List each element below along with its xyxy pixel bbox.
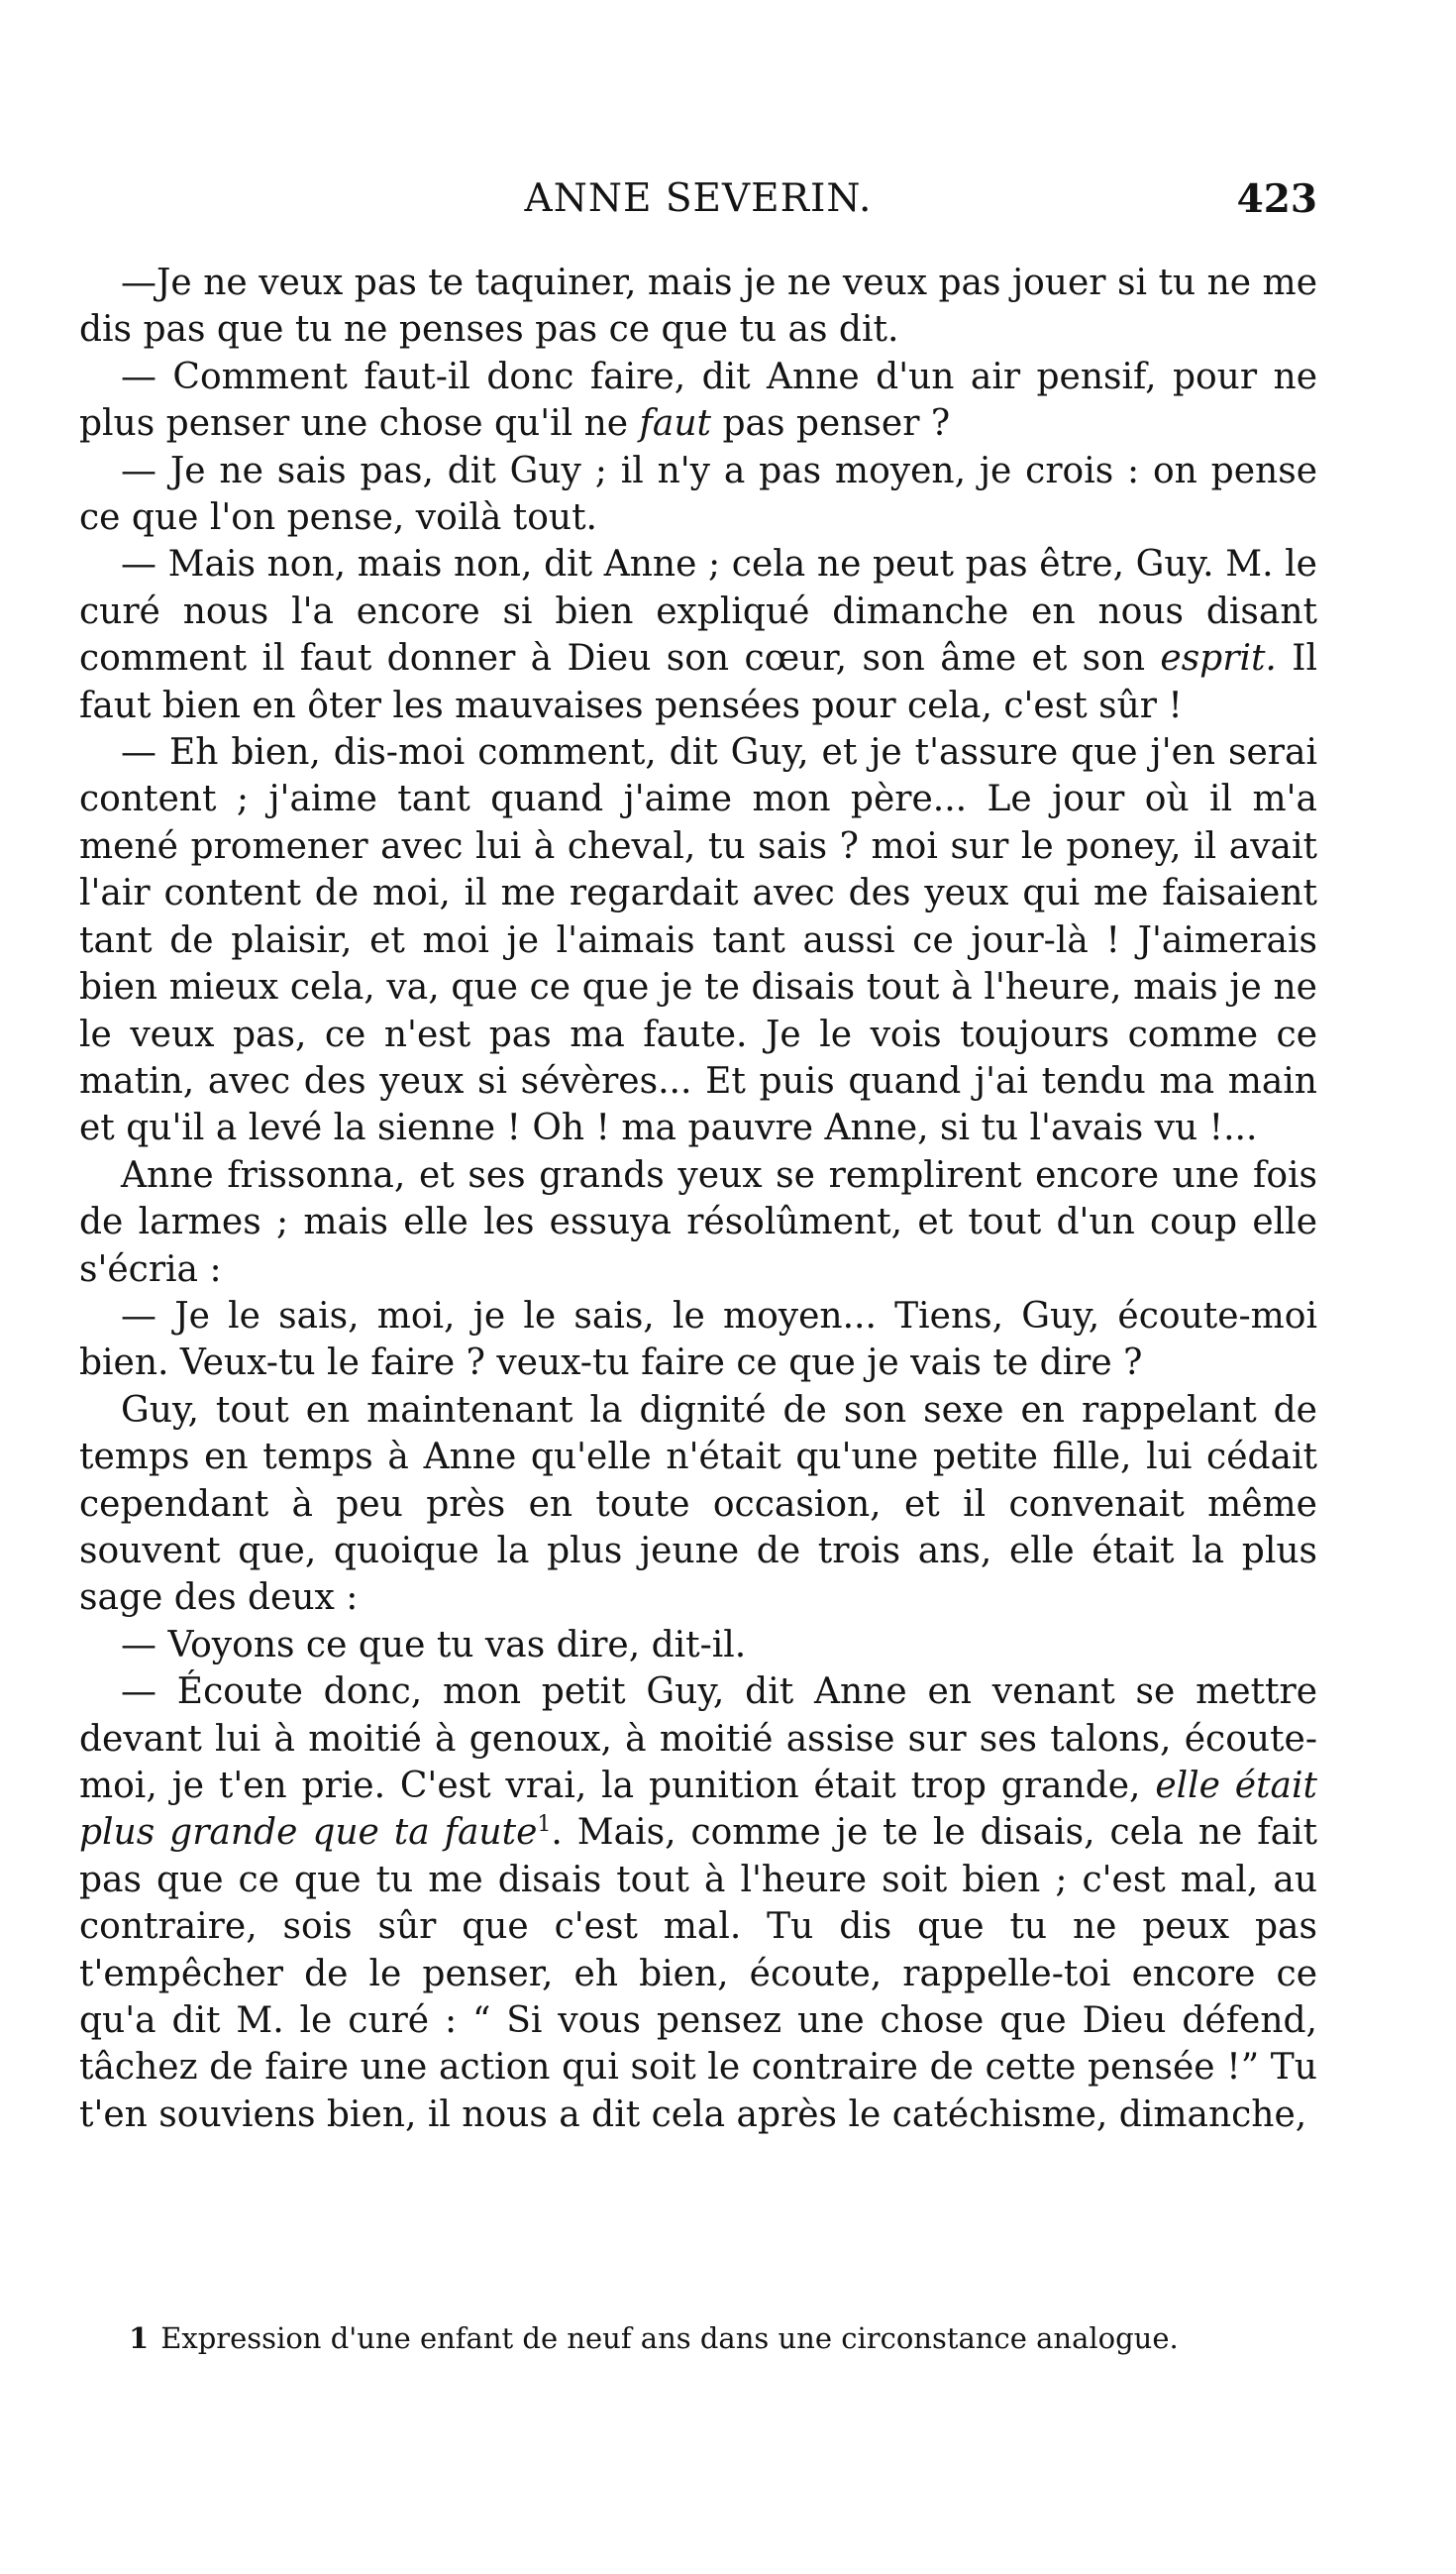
- footnote-marker: 1: [129, 2321, 150, 2355]
- italic-word: esprit.: [1160, 638, 1277, 680]
- footnote-text: Expression d'une enfant de neuf ans dans une circonstance analogue.: [160, 2321, 1179, 2355]
- running-title: ANNE SEVERIN.: [524, 176, 873, 221]
- paragraph: —Je ne veux pas te taquiner, mais je ne veux pas jouer si tu ne me dis pas que tu ne penses pas ce que tu as dit.: [79, 263, 1317, 351]
- paragraph: — Comment faut-il donc faire, dit Anne d'un air pensif, pour ne plus penser une chose qu'il ne faut pas penser ?: [79, 356, 1317, 445]
- body-text: [79, 260, 1317, 2138]
- paragraph: — Je ne sais pas, dit Guy ; il n'y a pas moyen, je crois : on pense ce que l'on pense, voilà tout.: [79, 450, 1317, 539]
- italic-phrase: elle était plus grande que ta faute: [79, 1766, 1317, 1854]
- paragraph: — Je le sais, moi, je le sais, le moyen... Tiens, Guy, écoute-moi bien. Veux-tu le faire ? veux-tu faire ce que je vais te dire ?: [79, 1295, 1317, 1384]
- paragraph: — Eh bien, dis-moi comment, dit Guy, et je t'assure que j'en serai content ; j'aime tant quand j'aime mon père... Le jour où il m'a mené promener avec lui à cheval, tu sais ? moi sur le poney, il avait l'air content de moi, il me regardait avec des yeux qui me faisaient tant de plaisir, et moi je l'aimais tant aussi ce jour-là ! J'aimerais bien mieux cela, va, que ce que je te disais tout à l'heure, mais je ne le veux pas, ce n'est pas ma faute. Je le vois toujours comme ce matin, avec des yeux si sévères... Et puis quand j'ai tendu ma main et qu'il a levé la sienne ! Oh ! ma pauvre Anne, si tu l'avais vu !...: [79, 732, 1317, 1149]
- paragraph: Anne frissonna, et ses grands yeux se remplirent encore une fois de larmes ; mais elle les essuya résolûment, et tout d'un coup elle s'écria :: [79, 1154, 1317, 1290]
- page-header: [79, 176, 1317, 236]
- paragraph: — Mais non, mais non, dit Anne ; cela ne peut pas être, Guy. M. le curé nous l'a encore si bien expliqué dimanche en nous disant comment il faut donner à Dieu son cœur, son âme et son esprit. Il faut bien en ôter les mauvaises pensées pour cela, c'est sûr !: [79, 544, 1317, 726]
- footnote-reference: 1: [537, 1812, 552, 1838]
- footnote: [129, 2318, 1278, 2358]
- paragraph: — Voyons ce que tu vas dire, dit-il.: [121, 1624, 747, 1665]
- italic-word: faut: [639, 403, 711, 445]
- paragraph: Guy, tout en maintenant la dignité de son sexe en rappelant de temps en temps à Anne qu'elle n'était qu'une petite fille, lui cédait cependant à peu près en toute occasion, et il convenait même souvent que, quoique la plus jeune de trois ans, elle était la plus sage des deux :: [79, 1389, 1317, 1619]
- paragraph: — Écoute donc, mon petit Guy, dit Anne en venant se mettre devant lui à moitié à genoux, à moitié assise sur ses talons, écoute-moi, je t'en prie. C'est vrai, la punition était trop grande, elle était plus grande que ta faute$^1$. Mais, comme je te le disais, cela ne fait pas que ce que tu me disais tout à l'heure soit bien ; c'est mal, au contraire, sois sûr que c'est mal. Tu dis que tu ne peux pas t'empêcher de le penser, eh bien, écoute, rappelle-toi encore ce qu'a dit M. le curé : “ Si vous pensez une chose que Dieu défend, tâchez de faire une action qui soit le contraire de cette pensée !” Tu t'en souviens bien, il nous a dit cela après le catéchisme, dimanche,: [79, 1671, 1318, 2135]
- page-number: 423: [1236, 176, 1317, 222]
